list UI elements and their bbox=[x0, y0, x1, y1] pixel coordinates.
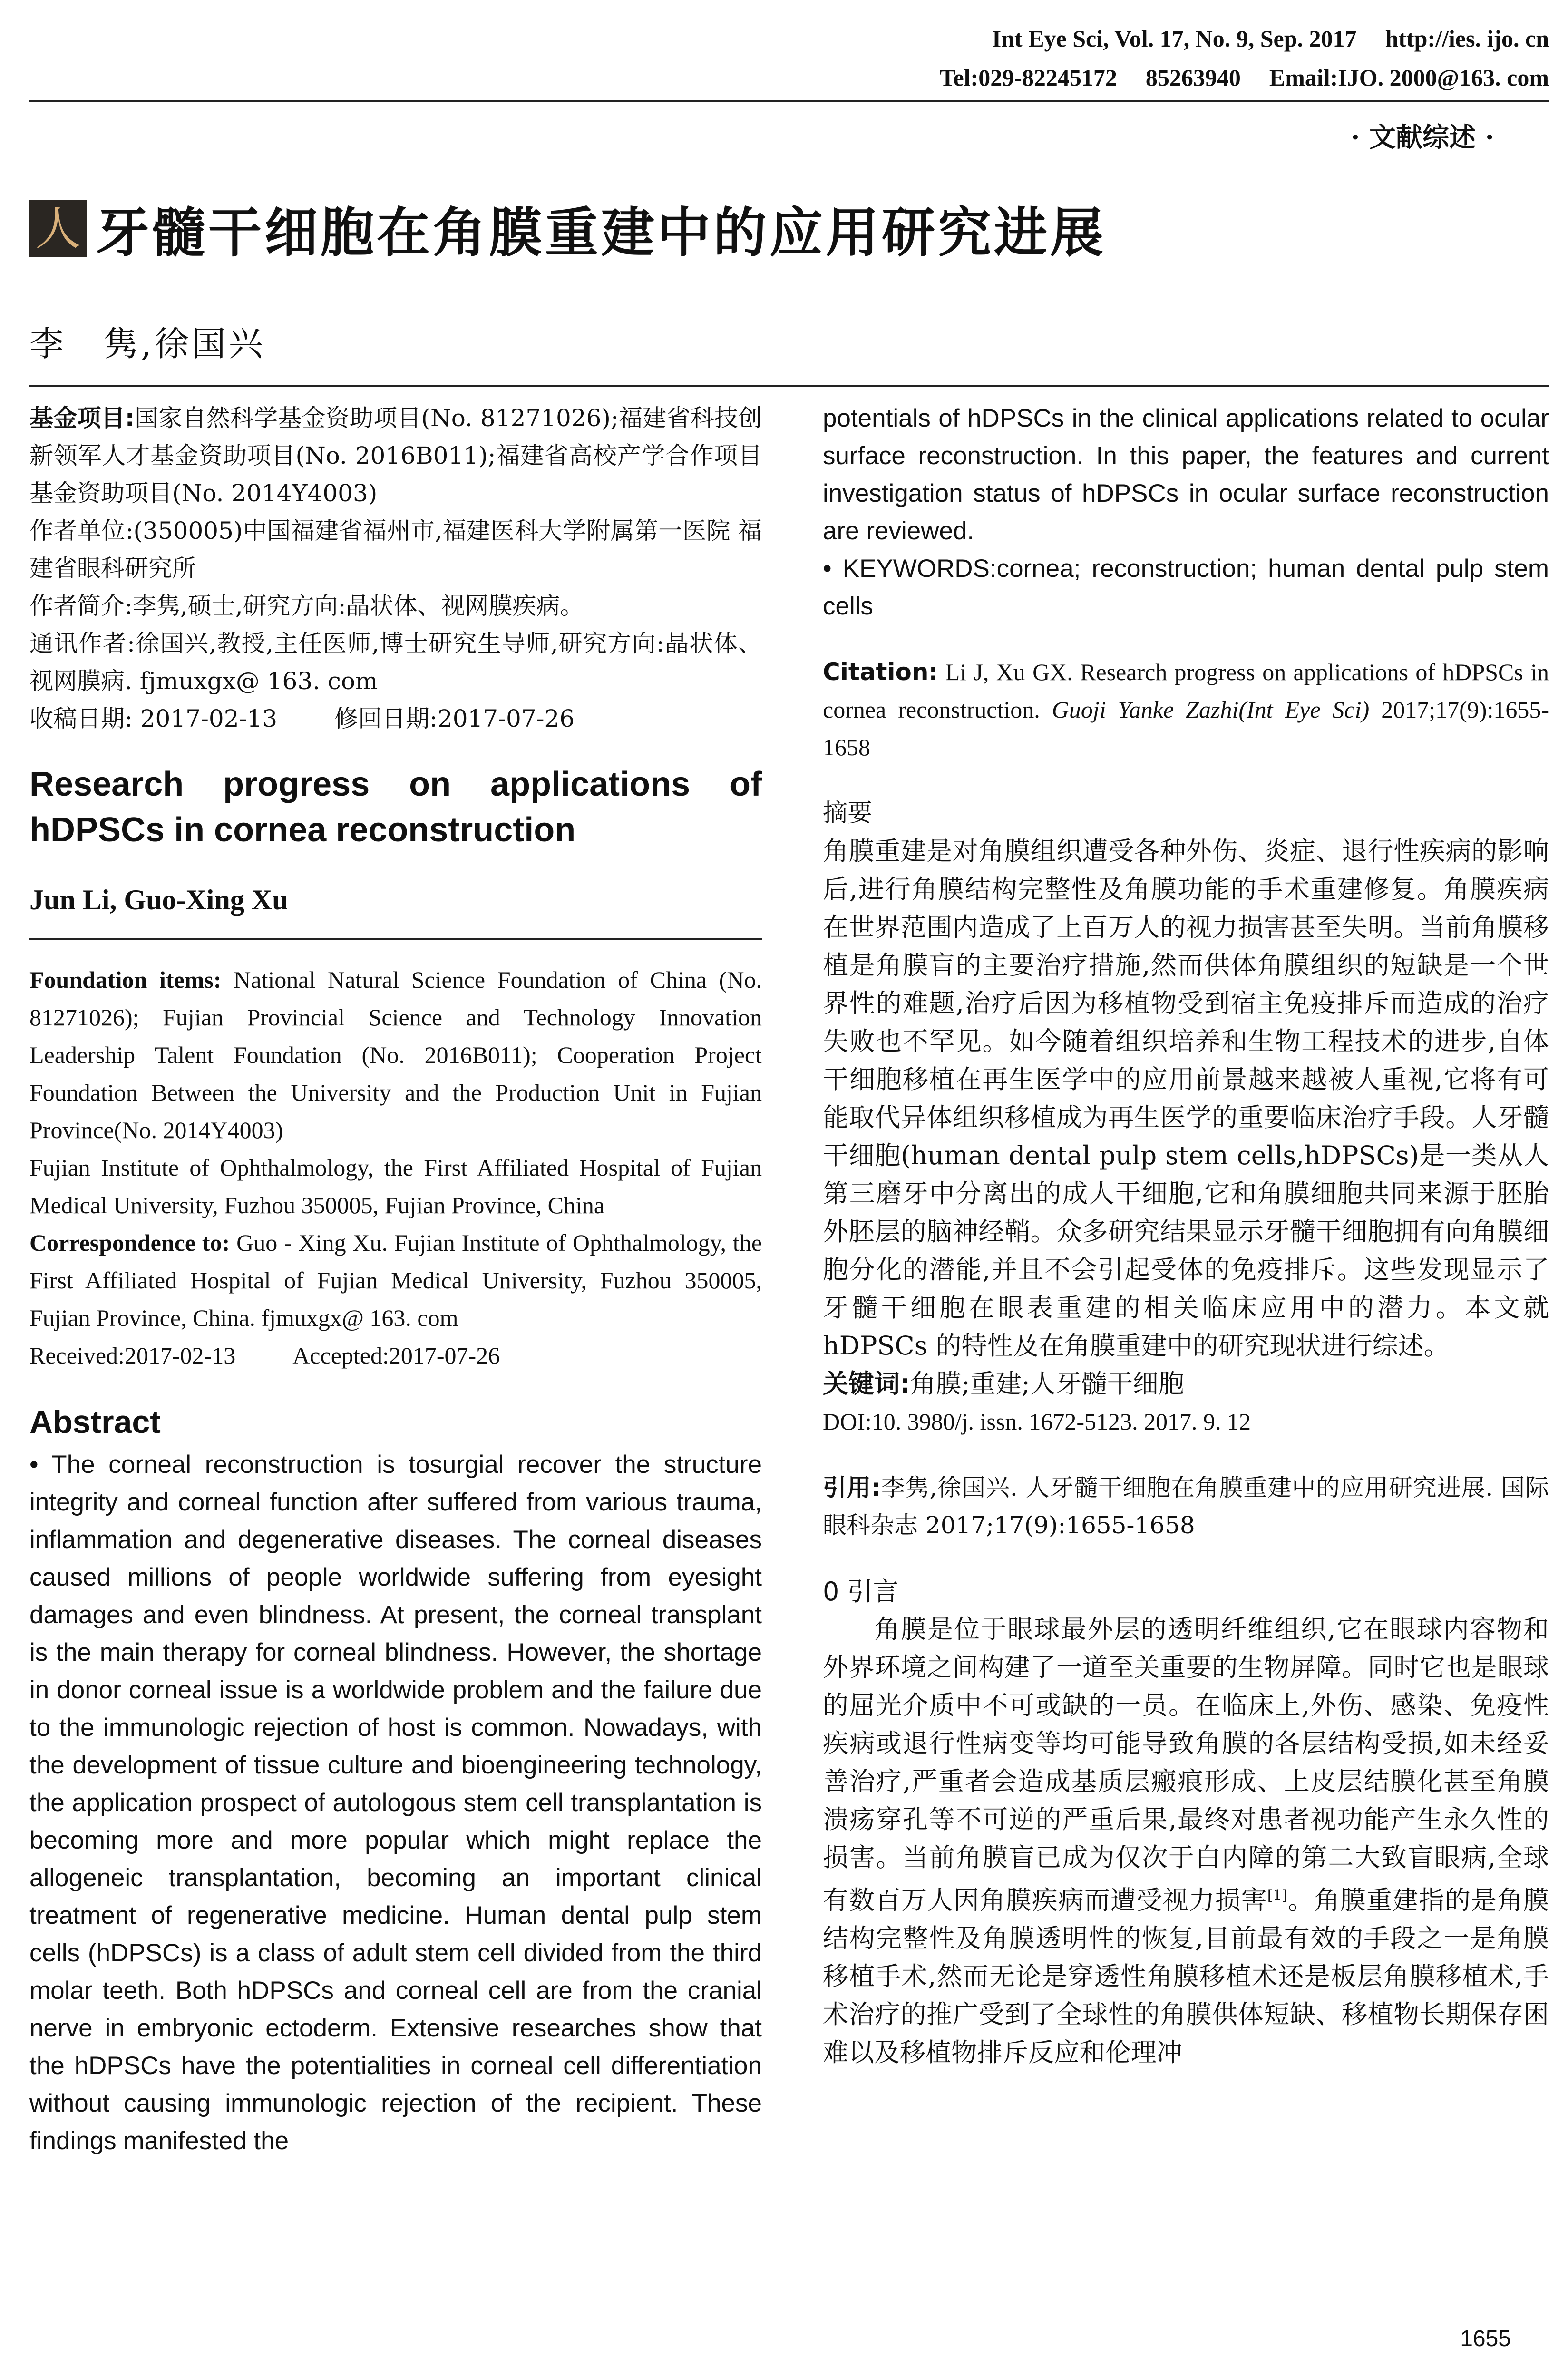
article-title: 牙髓干细胞在角膜重建中的应用研究进展 bbox=[96, 202, 1106, 264]
english-title: Research progress on applications of hDPSCs in cornea reconstruction bbox=[29, 765, 762, 849]
cn-corr: 通讯作者:徐国兴,教授,主任医师,博士研究生导师,研究方向:晶状体、视网膜病. fjmuxgx@ 163. com bbox=[29, 630, 762, 695]
section-heading: 0 引言 bbox=[823, 1577, 899, 1607]
abstract-en: • The corneal reconstruction is tosurgial recover the structure integrity and corneal function after suffered from various trauma, inflammation and degenerative diseases. The corneal diseases caused millions of people worldwide suffering from eyesight damages and even blindness. At present, the corneal transplant is the main therapy for corneal blindness. However, the shortage in donor corneal issue is a worldwide problem and the failure due to the immunologic rejection of host is common. Nowadays, with the development of tissue culture and bioengineering technology, the application prospect of autologous stem cell transplantation is becoming more and more popular which might replace the allogeneic transplantation, becoming an important clinical treatment of regenerative medicine. Human dental pulp stem cells (hDPSCs) is a class of adult stem cell divided from the third molar teeth. Both hDPSCs and corneal cell are from the cranial nerve in embryonic ectoderm. Extensive researches show that the hDPSCs have the potentialities in corneal cell differentiation without causing immunologic rejection of the recipient. These findings manifested the bbox=[29, 1451, 762, 2155]
english-divider bbox=[29, 938, 762, 940]
running-header bbox=[911, 19, 1549, 97]
en-correspondence: Correspondence to: Guo - Xing Xu. Fujian Institute of Ophthalmology, the First Affiliated Hospital of Fujian Medical University, Fuzhou 350005, Fujian Province, China. fjmuxgx@ 163. com bbox=[29, 1229, 762, 1331]
abstract-heading: Abstract bbox=[29, 1404, 161, 1440]
abstract-cn-heading: 摘要 bbox=[823, 799, 873, 828]
abstract-cn: 角膜重建是对角膜组织遭受各种外伤、炎症、退行性疾病的影响后,进行角膜结构完整性及角膜功能的手术重建修复。角膜疾病在世界范围内造成了上百万人的视力损害甚至失明。当前角膜移植是角膜盲的主要治疗措施,然而供体角膜组织的短缺是一个世界性的难题,治疗后因为移植物受到宿主免疫排斥而造成的治疗失败也不罕见。如今随着组织培养和生物工程技术的进步,自体干细胞移植在再生医学中的应用前景越来越被人重视,它将有可能取代异体组织移植成为再生医学的重要临床治疗手段。人牙髓干细胞(human dental pulp stem cells,hDPSCs)是一类从人第三磨牙中分离出的成人干细胞,它和角膜细胞共同来源于胚胎外胚层的脑神经鞘。众多研究结果显示牙髓干细胞拥有向角膜细胞分化的潜能,并且不会引起受体的免疫排斥。这些发现显示了牙髓干细胞在眼表重建的相关临床应用中的潜力。本文就 hDPSCs 的特性及在角膜重建中的研究现状进行综述。 bbox=[823, 836, 1549, 1361]
keywords-cn: 关键词:角膜;重建;人牙髓干细胞 bbox=[823, 1369, 1184, 1399]
reference-marker[interactable]: [1] bbox=[1267, 1887, 1288, 1904]
article-category: · 文献综述 · bbox=[1351, 122, 1494, 153]
abstract-en-continued: potentials of hDPSCs in the clinical applications related to ocular surface reconstruction. In this paper, the features and current investigation status of hDPSCs in ocular surface reconstruction are reviewed. bbox=[823, 404, 1549, 545]
left-column bbox=[29, 399, 762, 2160]
en-dates: Received:2017-02-13 Accepted:2017-07-26 bbox=[29, 1342, 500, 1369]
page-number: 1655 bbox=[1460, 2326, 1511, 2351]
cn-foundation: 基金项目:国家自然科学基金资助项目(No. 81271026);福建省科技创新领军人才基金资助项目(No. 2016B011);福建省高校产学合作项目基金资助项目(No. 2014Y4003) bbox=[29, 404, 762, 507]
cn-bio: 作者简介:李隽,硕士,研究方向:晶状体、视网膜疾病。 bbox=[29, 592, 584, 620]
cn-unit: 作者单位:(350005)中国福建省福州市,福建医科大学附属第一医院 福建省眼科研究所 bbox=[29, 517, 762, 582]
title-block bbox=[29, 190, 1106, 267]
citation-en: Citation: Li J, Xu GX. Research progress on applications of hDPSCs in cornea reconstruction. Guoji Yanke Zazhi(Int Eye Sci) 2017;17(9):1655-1658 bbox=[823, 658, 1549, 760]
author-names: 李 隽,徐国兴 bbox=[29, 324, 266, 364]
cn-dates: 收稿日期: 2017-02-13 修回日期:2017-07-26 bbox=[29, 705, 575, 732]
journal-url[interactable]: http://ies. ijo. cn bbox=[1385, 25, 1549, 52]
person-logo-icon: 人 bbox=[29, 200, 87, 257]
journal-info: Int Eye Sci, Vol. 17, No. 9, Sep. 2017 bbox=[992, 25, 1357, 52]
right-column bbox=[823, 399, 1549, 2072]
journal-tel: Tel:029-82245172 bbox=[939, 64, 1117, 91]
citation-cn: 引用:李隽,徐国兴. 人牙髓干细胞在角膜重建中的应用研究进展. 国际眼科杂志 2017;17(9):1655-1658 bbox=[823, 1474, 1549, 1539]
doi[interactable]: DOI:10. 3980/j. issn. 1672-5123. 2017. 9. 12 bbox=[823, 1408, 1251, 1435]
en-foundation: Foundation items: National Natural Science Foundation of China (No. 81271026); Fujian Provincial Science and Technology Innovation Leadership Talent Foundation (No. 2016B011); Cooperation Project Foundation Between the University and the Production Unit in Fujian Province(No. 2014Y4003) bbox=[29, 966, 762, 1143]
journal-tel2: 85263940 bbox=[1145, 64, 1241, 91]
title-divider bbox=[29, 385, 1549, 387]
english-authors: Jun Li, Guo-Xing Xu bbox=[29, 884, 288, 916]
en-affiliation: Fujian Institute of Ophthalmology, the First Affiliated Hospital of Fujian Medical University, Fuzhou 350005, Fujian Province, China bbox=[29, 1154, 762, 1218]
keywords-en: • KEYWORDS:cornea; reconstruction; human dental pulp stem cells bbox=[823, 555, 1549, 620]
header-divider bbox=[29, 100, 1549, 102]
journal-email[interactable]: Email:IJO. 2000@163. com bbox=[1269, 64, 1549, 91]
intro-paragraph: 角膜是位于眼球最外层的透明纤维组织,它在眼球内容物和外界环境之间构建了一道至关重要的生物屏障。同时它也是眼球的屈光介质中不可或缺的一员。在临床上,外伤、感染、免疫性疾病或退行性病变等均可能导致角膜的各层结构受损,如未经妥善治疗,严重者会造成基质层瘢痕形成、上皮层结膜化甚至角膜溃疡穿孔等不可逆的严重后果,最终对患者视功能产生永久性的损害。当前角膜盲已成为仅次于白内障的第二大致盲眼病,全球有数百万人因角膜疾病而遭受视力损害[1]。角膜重建指的是角膜结构完整性及角膜透明性的恢复,目前最有效的手段之一是角膜移植手术,然而无论是穿透性角膜移植术还是板层角膜移植术,手术治疗的推广受到了全球性的角膜供体短缺、移植物长期保存困难以及移植物排斥反应和伦理冲 bbox=[823, 1614, 1549, 2067]
